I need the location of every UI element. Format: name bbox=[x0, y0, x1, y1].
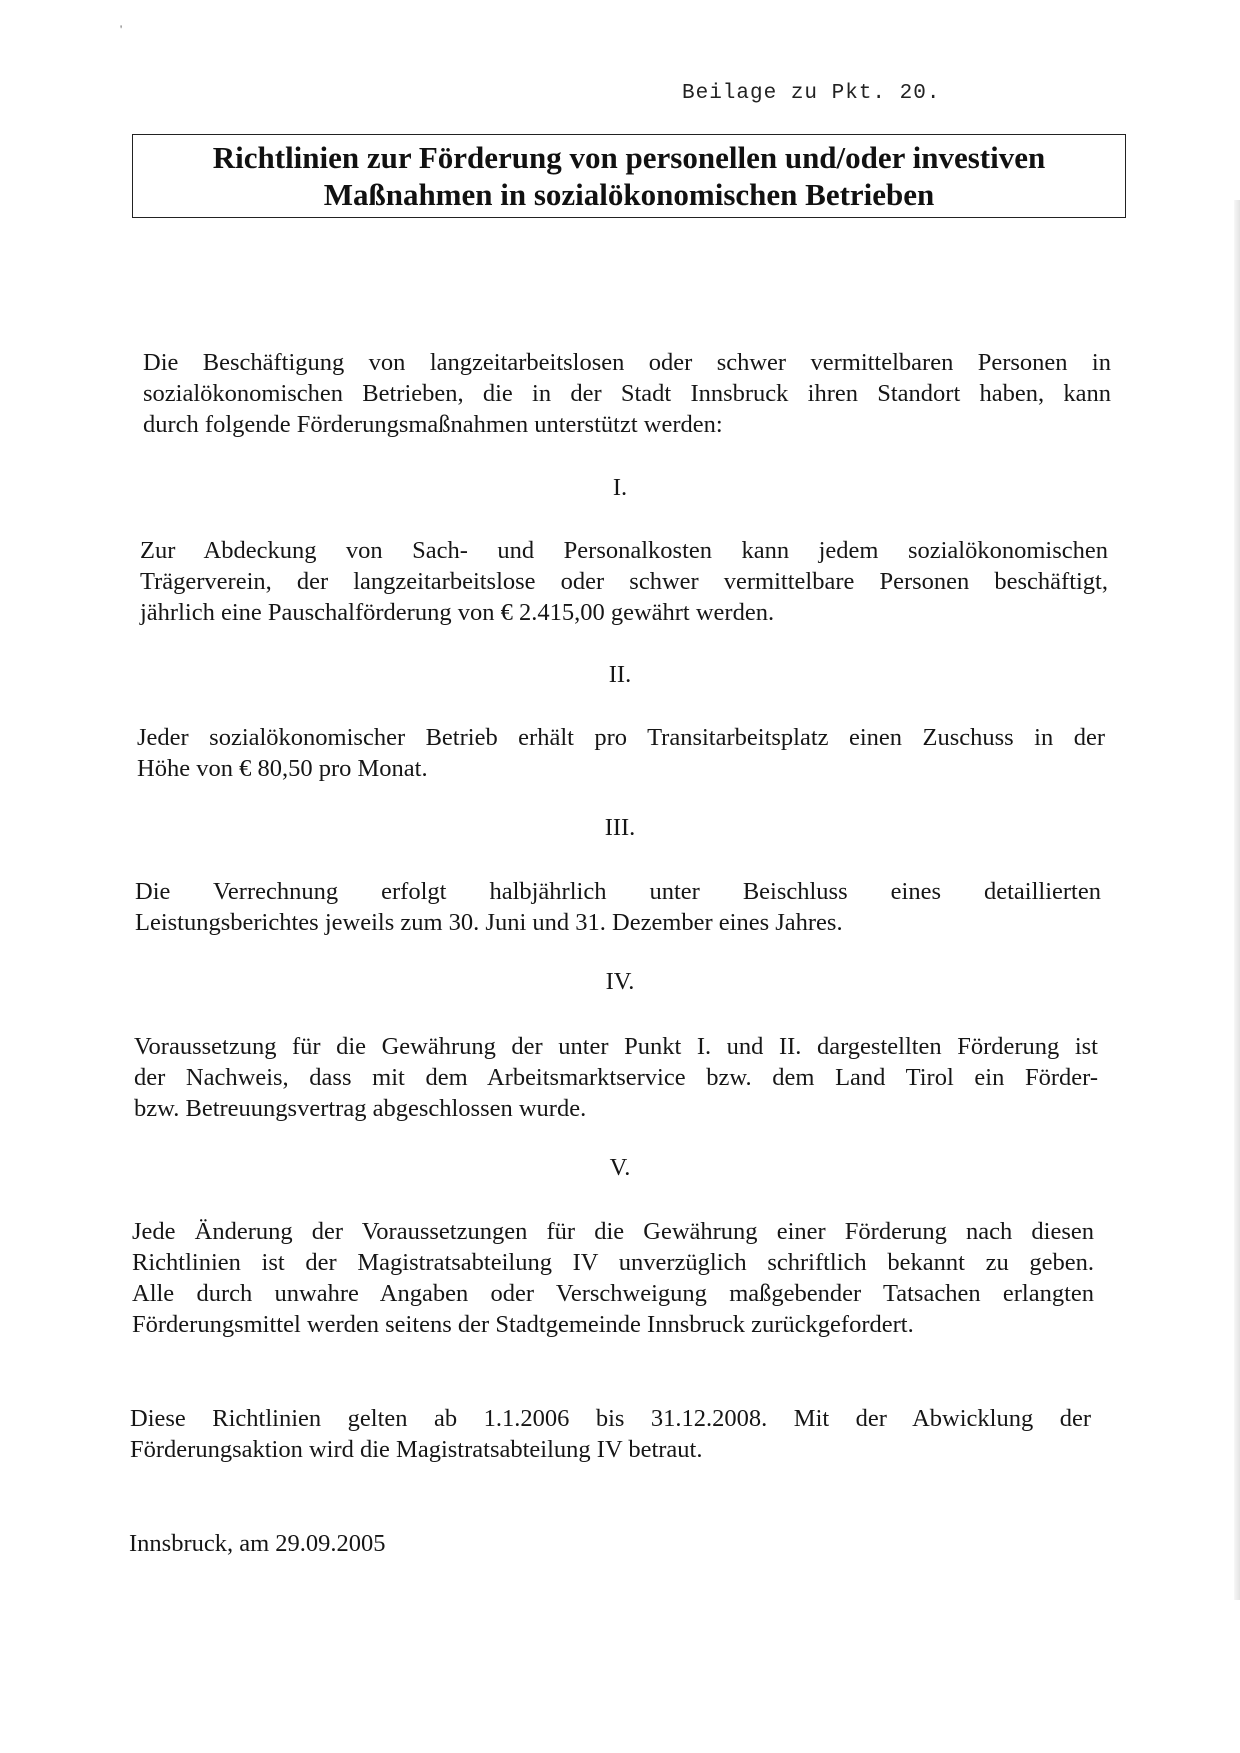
section-numeral-1: I. bbox=[612, 474, 628, 501]
paragraph-line: Jede Änderung der Voraussetzungen für die Gewährung einer Förderung nach diesen bbox=[132, 1218, 1094, 1245]
paragraph-line: durch folgende Förderungsmaßnahmen unterstützt werden: bbox=[143, 411, 723, 438]
section-numeral-4: IV. bbox=[605, 968, 635, 995]
section-4-paragraph bbox=[134, 1031, 1098, 1124]
paragraph-line: bzw. Betreuungsvertrag abgeschlossen wurde. bbox=[134, 1095, 587, 1122]
attachment-note: Beilage zu Pkt. 20. bbox=[682, 82, 941, 105]
paragraph-line: Voraussetzung für die Gewährung der unter Punkt I. und II. dargestellten Förderung ist bbox=[134, 1033, 1098, 1060]
paragraph-line: Leistungsberichtes jeweils zum 30. Juni und 31. Dezember eines Jahres. bbox=[135, 909, 843, 936]
paragraph-line: Förderungsmittel werden seitens der Stadtgemeinde Innsbruck zurückgefordert. bbox=[132, 1311, 914, 1338]
place-date: Innsbruck, am 29.09.2005 bbox=[129, 1530, 386, 1557]
paragraph-line: Jeder sozialökonomischer Betrieb erhält pro Transitarbeitsplatz einen Zuschuss in der bbox=[137, 724, 1105, 751]
section-numeral-2: II. bbox=[608, 661, 632, 688]
validity-paragraph bbox=[130, 1403, 1091, 1465]
paragraph-line: Zur Abdeckung von Sach- und Personalkosten kann jedem sozialökonomischen bbox=[140, 537, 1108, 564]
paragraph-line: Förderungsaktion wird die Magistratsabteilung IV betraut. bbox=[130, 1436, 703, 1463]
section-1-paragraph bbox=[140, 535, 1108, 628]
paragraph-line: Höhe von € 80,50 pro Monat. bbox=[137, 755, 428, 782]
paragraph-line: jährlich eine Pauschalförderung von € 2.415,00 gewährt werden. bbox=[140, 599, 775, 626]
title-box bbox=[132, 134, 1126, 218]
section-numeral-5: V. bbox=[609, 1154, 631, 1181]
scan-edge bbox=[1234, 200, 1240, 1600]
title-line-2: Maßnahmen in sozialökonomischen Betrieben bbox=[323, 177, 935, 212]
paragraph-line: Richtlinien ist der Magistratsabteilung IV unverzüglich schriftlich bekannt zu geben. bbox=[132, 1249, 1094, 1276]
paragraph-line: Die Beschäftigung von langzeitarbeitslosen oder schwer vermittelbaren Personen in bbox=[143, 349, 1111, 376]
section-2-paragraph bbox=[137, 722, 1105, 784]
section-numeral-3: III. bbox=[604, 814, 636, 841]
paragraph-line: Alle durch unwahre Angaben oder Verschweigung maßgebender Tatsachen erlangten bbox=[132, 1280, 1094, 1307]
scan-speck: ' bbox=[120, 22, 123, 36]
section-5-paragraph bbox=[132, 1216, 1094, 1340]
paragraph-line: Diese Richtlinien gelten ab 1.1.2006 bis 31.12.2008. Mit der Abwicklung der bbox=[130, 1405, 1091, 1432]
intro-paragraph bbox=[143, 347, 1111, 440]
paragraph-line: sozialökonomischen Betrieben, die in der Stadt Innsbruck ihren Standort haben, kann bbox=[143, 380, 1111, 407]
title-line-1: Richtlinien zur Förderung von personellen und/oder investiven bbox=[212, 140, 1046, 175]
section-3-paragraph bbox=[135, 876, 1101, 938]
paragraph-line: der Nachweis, dass mit dem Arbeitsmarktservice bzw. dem Land Tirol ein Förder- bbox=[134, 1064, 1098, 1091]
paragraph-line: Trägerverein, der langzeitarbeitslose oder schwer vermittelbare Personen beschäftigt, bbox=[140, 568, 1108, 595]
paragraph-line: Die Verrechnung erfolgt halbjährlich unter Beischluss eines detaillierten bbox=[135, 878, 1101, 905]
